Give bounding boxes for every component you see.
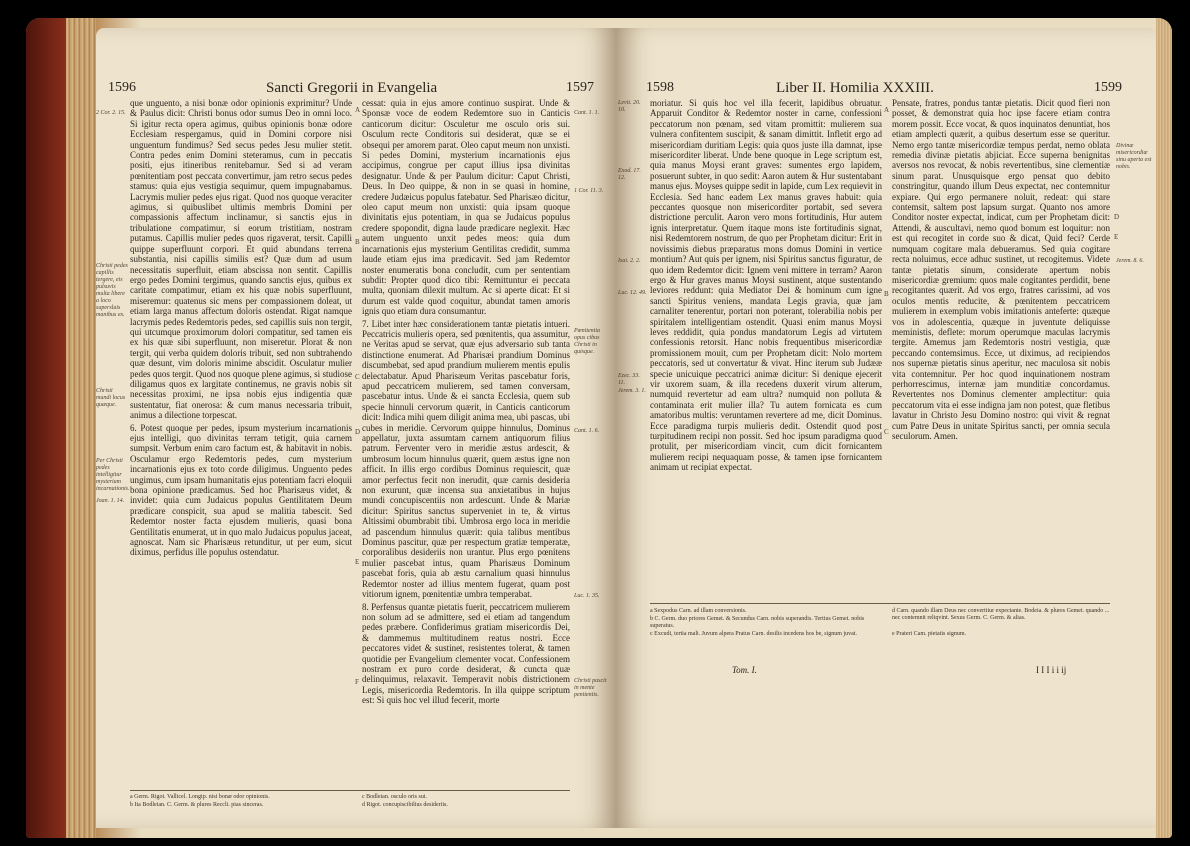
margin-letter: B xyxy=(355,238,360,246)
footnote: c Bodleian. osculo oris sui. xyxy=(362,794,427,800)
margin-letter: E xyxy=(355,558,360,566)
footnote: a Germ. Rigot. Vallicel. Longip. nisi bonæ odor opinionis. xyxy=(130,794,270,800)
footnote: b C. Germ. duo priores Gemet. & Secundus Carn. nobis superandis. Tertius Gemet. nobis superatus. xyxy=(650,616,865,629)
margin-note: Exod. 17. 12. xyxy=(618,168,641,181)
paragraph: 6. Potest quoque per pedes, ipsum mysterium incarnationis ejus intelligi, quo divinitas terram tetigit, quia carnem sumpsit. Verbum enim caro factum est, & habitavit in nobis. Osculamur ergo Redemtoris pedes, cum mysterium incarnationis ejus ex toto corde diligimus. Unguento pedes ungimus, cum ipsam humanitatis ejus potentiam facri eloquii bona opinione prædicamus. Sed hoc Pharisæus videt, & invidet: quia cum Judaicus populus Gentilitatem Deum prædicare conspicit, sua apud se malitia tabescit. Sed Redemtor noster facta ejusdem mulieris, quasi bona Gentilitatis enumerat, ut in quo malo Judaicus populus jaceat, agnoscat. Nam sic Pharisæus retunditur, ut per eum, sicut diximus, perfidus ille populus ostendatur. xyxy=(130,422,352,558)
text-column-left xyxy=(130,98,352,558)
margin-note: Luc. 1. 35. xyxy=(574,593,600,599)
margin-letter: D xyxy=(355,428,361,436)
margin-note: Christi pedes capillis tergere, eis pulsuvis multa libere a loco supersluis manibus ex. xyxy=(96,263,128,318)
page-number: 1598 xyxy=(646,80,674,95)
margin-note: Jerem. 3. 1. xyxy=(618,388,646,394)
paragraph: moriatur. Si quis hoc vel illa fecerit, lapidibus obruatur. Apparuit Conditor & Redemtor noster in carne, confessioni peccatorum non pœnam, sed vitam promittit: mulierem sua vulnera confitentem suscipit, & sanam dimittit. Infletit ergo ad misericordiam duritiam Legis: quia quos juste illa damnat, ipse misericorditer liberat. Unde bene quoque in Lege scriptum est, quia manus Moysi erant graves: sumentes ergo lapidem, posuerunt subter, in quo sedit: Aaron autem & Hur sustentabant manus ejus. Moyses quippe sedit in lapide, cum Lex requievit in Ecclesia. Sed hanc eadem Lex manus graves habuit: quia peccantes quosque non misericorditer portabit, sed severa districtione perculit. Aaron vero mons fortitudinis, Hur autem ignis interpretatur. Quem itaque mons iste fortitudinis signat, nisi Redemtorem nostrum, de quo per Prophetam dicitur: Erit in novissimis diebus præparatus mons domus Domini in vertice montium? Aut quis per ignem, nisi Spiritus sanctus figuratur, de quo idem Redemtor dicit: Ignem veni mittere in terram? Aaron ergo & Hur graves manus Moysi sustinent, atque sustentando leviores reddunt: quia Mediator Dei & hominum cum igne sancti Spiritus veniens, mandata Legis gravia, quæ jam carnaliter tenerentur, portari non poterant, tolerabilia nobis per spiritalem intelligentiam ostendit. Quasi enim manus Moysi leves reddidit, quia pondus mandatorum Legis ad virtutem confessionis retorsit. Hanc nobis frequentibus misericordiæ promissionem mouit, cum per Prophetam dicit: Nolo mortem peccatoris, sed ut convertatur & vivat. Hinc iterum sub Judææ specie unicuique peccatrici animæ dicitur: Si denique ejecerit vir uxorem suam, & illa recedens duxerit virum alterum, numquid revertetur ad eam ultra? numquid non polluta & contaminata erit mulier illa? Tu autem fornicata es cum amatoribus multis: veruntamen revertere ad me, dicit Dominus. Ecce paradigma turpis mulieris dedit. Ostendit quod post turpitudinem recipi non possit. Sed hoc ipsum paradigma quod protulit, per misericordiam vincit, cum dicit fornicantem mulierem recipi nequaquam posse, & tamen ipse fornicantem animam ut recipiat expectat. xyxy=(650,98,882,473)
paragraph: que unguento, a nisi bonæ odor opinionis exprimitur? Unde & Paulus dicit: Christi bonus odor sumus Deo in omni loco. Si igitur recta opera agimus, quibus opinionis bonæ odore Ecclesiam respergamus, quid in Domini corpore nisi unguentum fundimus? Sed secus pedes Jesu mulier stetit. Contra pedes enim Domini steteramus, cum in peccatis positi, ejus itineribus renitebamur. Sed si ad veram pœnitentiam post peccata convertimur, jam retro secus pedes stamus: quia ejus vestigia sequimur, quem impugnabamus. Lacrymis mulier pedes ejus rigat. Quod nos quoque veraciter agimus, si quibuslibet ultimis membris Domini per compassionis affectum inclinamur, si sanctis ejus in tribulatione compatimur, si eorum tristitiam, nostram putamus. Capillis mulier pedes quos rigaverat, tersit. Capilli quippe superfluunt corpori. Et quid abundans terrena substantia, nisi capillis similis est? Quæ dum ad usum necessitatis superfluit, etiam abscissa non sentit. Capillis ergo pedes Domini tergimus, quando sanctis ejus, quibus ex caritate compatimur, etiam ex his quæ nobis superfluunt, miseremur: quatenus sic mens per compassionem doleat, ut etiam larga manus affectum doloris ostendat. Rigat namque lacrymis pedes Redemtoris pedes, sed capillis suis non tergit, qui utcumque proximorum dolori compatitur, sed tamen eis ex his quæ sibi superfluunt, non miseretur. Plorat & non tergit, qui verba quidem doloris tribuit, sed non subtrahendo quæ desunt, vim doloris minime abscidit. Osculatur mulier pedes quos tergit. Quod nos quoque plene agimus, si studiose diligamus quos ex largitate continemus, ne gravis nobis sit necessitas proximi, ne ipsa nobis ejus indigentia quæ sustentatur, fiat onerosa: & cum manus necessaria tribuit, animus a dilectione torpescat. xyxy=(130,98,352,421)
footnote: c Excudi, tertia mali. Juvum alpera Pratus Carn. desilis incedens hos be, signum juvat. xyxy=(650,631,857,637)
margin-note: Cant. 1. 6. xyxy=(574,428,600,434)
text-column-right xyxy=(362,98,570,706)
margin-letter: E xyxy=(1114,233,1119,241)
margin-note: Pœnitentia opus cibus Christi in quisque. xyxy=(574,328,600,355)
left-page xyxy=(96,28,616,828)
margin-note: Jerem. 8. 6. xyxy=(1116,258,1144,264)
page-number: 1597 xyxy=(566,80,594,95)
footnote: b Ita Bodleian. C. Germ. & plures Reccli. pias sinceras. xyxy=(130,802,264,808)
paragraph: 8. Perfensus quantæ pietatis fuerit, peccatricem mulierem non solum ad se admittere, sed ei etiam ad tangendum pedes præbere. Confiderimus gratiam misericordis Dei, & dammemus multitudinem reatus nostri. Ecce peccatores videt & sustinet, resistentes tolerat, & tamen quotidie per Evangelium clementer vocat. Confessionem nostram ex puro corde desiderat, & cuncta quæ delinquimus, relaxavit. Temperavit nobis districtionem Legis, misericordia Redemtoris. In illa quippe scriptum est: Si quis hoc vel illud fecerit, morte xyxy=(362,601,570,706)
signature-mark: I I I i i ij xyxy=(1036,665,1067,675)
paragraph: cessat: quia in ejus amore continuo suspirat. Unde & Sponsæ voce de eodem Redemtore suo in Canticis canticorum dicitur: Osculetur me osculo oris sui. Osculum recte Conditoris sui desiderat, quæ se ei obsequi per amorem parat. Oleo caput meum non unxisti. Si pedes Domini, mysterium incarnationis ejus accipimus, congrue per caput illius ipsa divinitas designatur. Unde & per Paulum dicitur: Caput Christi, Deus. In Deo quippe, & non in se quasi in homine, credere Judæicus populus fatebatur. Sed Pharisæo dicitur, oleo caput meum non unxisti: quia ipsam quoque divinitatis ejus potentiam, in qua se Judaicus populus credere spopondit, digna laude prædicare neglexit. Hæc autem unguento unxit pedes meos: quia dum incarnationis ejus mysterium Gentilitas credidit, summa laude etiam ejus ima prædicavit. Sed jam Redemtor noster enumeratis bona concludit, cum per sententiam subdit: Propter quod dico tibi: Remittuntur ei peccata multa, quoniam dilexit multum. Ac si aperte dicat: Et si durum est valde quod coquitur, abundat tamen amoris ignis quo etiam dura consumantur. xyxy=(362,98,570,317)
signature-volume: Tom. I. xyxy=(732,665,757,675)
text-column-right xyxy=(892,98,1110,441)
paragraph: Pensate, fratres, pondus tantæ pietatis. Dicit quod fieri non posset, & demonstrat quia hoc ipse facere etiam contra morem possit. Ecce vocat, & quos inquinatos denuntiat, hos etiam amplecti quærit, a quibus desertum esse se queritur. Nemo ergo tantæ misericordiæ tempus perdat, nemo oblata remedia divinæ pietatis abjiciat. Ecce superna benignitas aversos nos revocat, & nobis revertentibus, sine clementiæ sinum parat. Unusquisque ergo pensat quo debito constringitur, quando illum Deus expectat, nec contemnitur expiare. Qui ergo permanere noluit, redeat: qui stare contemsit, saltem post lapsum surgat. Quanto nos amore Conditor noster expectat, indicat, cum per Prophetam dicit: Attendi, & auscultavi, nemo quod bonum est loquitur: non est qui recogitet in corde suo & dicat, Quid feci? Cerde numquam cogitare mala debueramus. Sed quia cogitare recta noluimus, ecce adhuc sustinet, ut recogitemus. Videte tantæ pietatis sinum, considerate apertum nobis misericordiæ gremium: quos male cogitantes perdidit, bene recogitantes quærit. Ad vos ergo, fratres carissimi, ad vos oculos mentis reducite, & pœnitentem peccatricem mulierem in exemplum vobis imitationis anteferte: quæque vos in adolescentia, quæque in juventute deliquisse meministis, deflete: morum operumque maculas lacrymis tergite. Amemus jam Redemtoris nostri vestigia, quæ peccando contemsimus. Ecce, ut diximus, ad recipiendos nos supernæ pietatis sinus aperitur, nec maculosa sit nobis vita contemnitur. Per hoc quod inquinationem nostram perhorrescimus, internæ jam munditiæ concordamus. Revertentes nos Dominus clementer amplectitur: quia peccatorum vita ei esse indigna jam non potest, quæ fletibus lavatur in Christo Jesu Domino nostro: qui vivit & regnat cum Patre Deus in unitate Spiritus sancti, per omnia secula seculorum. Amen. xyxy=(892,98,1110,441)
right-page xyxy=(616,28,1156,828)
footnote: a Sexpodus Carn. ad illam conversionis. xyxy=(650,608,747,614)
footnote-rule xyxy=(130,790,570,791)
margin-letter: B xyxy=(884,290,889,298)
book-fore-edge-left xyxy=(26,18,96,838)
margin-letter: C xyxy=(355,373,360,381)
margin-note: Divinæ misericordiæ sinu aperta est nobis. xyxy=(1116,143,1152,170)
margin-note: 2 Cor. 2. 15. xyxy=(96,110,126,116)
text-column-left xyxy=(650,98,882,473)
margin-note: Christi mundi locus quæque. xyxy=(96,388,126,408)
margin-letter: C xyxy=(884,428,889,436)
margin-note: Cant. 1. 1. xyxy=(574,110,600,116)
margin-note: Isai. 2. 2. xyxy=(618,258,641,264)
running-title: Liber II. Homilia XXXIII. xyxy=(776,80,934,96)
margin-note: Ezec. 33. 11. xyxy=(618,373,640,386)
margin-letter: F xyxy=(355,678,359,686)
footnote: d Rigot. concupiscibilius desideriis. xyxy=(362,802,448,808)
paragraph: 7. Libet inter hæc considerationem tantæ pietatis intueri. Peccatricis mulieris opera, sed pœnitentis, qua assumitur, ne Veritas apud se servat, quæ ejus adversario sub tanta distinctione enumerat. Ad Pharisæi prandium Dominus discumbebat, sed apud prandium mulierem mentis epulis delectabatur. Apud Pharisæum Veritas pascebatur foris, apud peccatricem mulierem, sed tamen conversam, pascebatur intus. Unde & ei sancta Ecclesia, quem sub specie hinnuli cervorum quærit, in Canticis canticorum dicit: Indica mihi quem diligit anima mea, ubi pascas, ubi cubes in meridie. Cervorum quippe hinnulus, Dominus appellatur, juxta assumtam carnem antiquorum filius patrum. Ferventer vero in meridie æstus ardescit, & umbrosum locum hinnulus quærit, quem æstus igne non afficit. In illis ergo cordibus Dominus requiescit, quæ amor perfectus fecit non inerudit, quæ carnis desideria non exurunt, quæ incensa sua anxietatibus in hujus mundi concupiscentiis non ardescunt. Unde & Mariæ dicitur: Spiritus sanctus superveniet in te, & virtus Altissimi obumbrabit tibi. Umbrosa ergo loca in meridie ad pascendum hinnulus quærit: quia talibus mentibus Dominus pascitur, quæ per respectum gratiæ temperatæ, corporalibus desideriis non urantur. Plus ergo pœnitens mulier pascebat intus, quam Pharisæus Dominum pascebat foris, quia ab æstu carnalium quasi hinnulus Redemtor noster ad illius mentem fugerat, quam post vitiorum ignem, pœnitentiæ umbra temperabat. xyxy=(362,318,570,600)
margin-letter: D xyxy=(1114,213,1120,221)
page-number: 1596 xyxy=(108,80,136,95)
margin-note: Per Christi pedes intelligitur mysterium incarnationis. xyxy=(96,458,130,492)
margin-note: Christi pascit in mente penitentis. xyxy=(574,678,607,698)
footnote-rule xyxy=(650,603,1110,604)
running-title: Sancti Gregorii in Evangelia xyxy=(266,80,438,96)
margin-note: Levit. 20. 10. xyxy=(618,100,641,113)
page-number: 1599 xyxy=(1094,80,1122,95)
footnote: d Carn. quando illam Deus nec convertitur expectante. Bodeia. & plures Gemet. quando ... nec contemnit reliqvint. Sexus Germ. C. Germ. & alias. xyxy=(892,608,1110,621)
margin-letter: A xyxy=(355,106,361,114)
margin-letter: A xyxy=(884,106,890,114)
margin-note: Luc. 12. 49. xyxy=(618,290,647,296)
book-fore-edge-right xyxy=(1156,18,1172,838)
margin-note: Joan. 1. 14. xyxy=(96,498,125,504)
open-book xyxy=(26,18,1172,838)
margin-note: 1 Cor. 11. 3. xyxy=(574,188,604,194)
footnote: e Prateri Cam. pietatis signum. xyxy=(892,631,966,637)
